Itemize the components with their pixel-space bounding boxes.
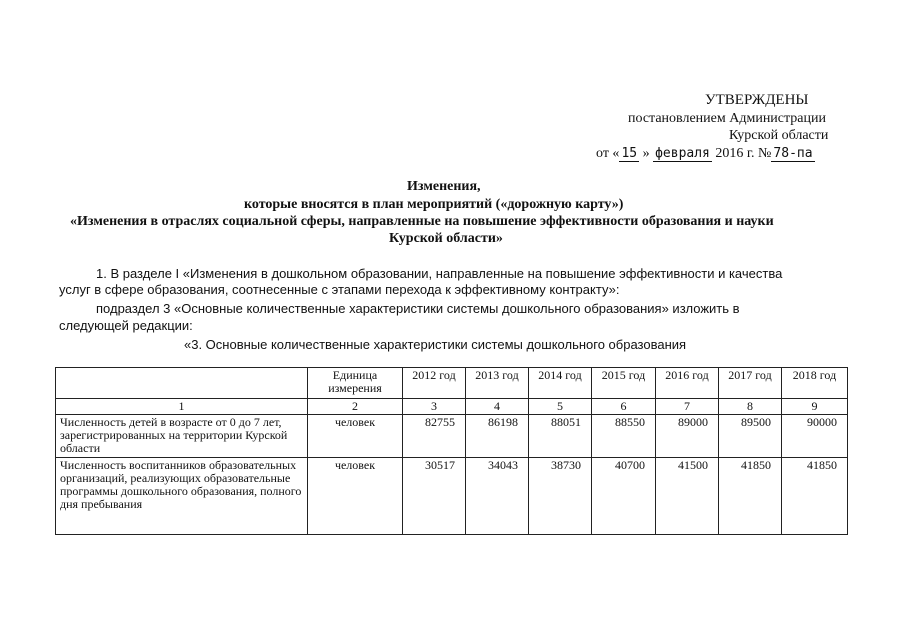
column-header-2017: 2017 год bbox=[719, 368, 782, 399]
table-row bbox=[56, 458, 848, 535]
value-cell-2014: 38730 bbox=[529, 458, 592, 535]
value-cell-2014: 88051 bbox=[529, 415, 592, 458]
column-header-2012: 2012 год bbox=[403, 368, 466, 399]
approval-date-line bbox=[596, 145, 815, 163]
unit-cell: человек bbox=[308, 458, 403, 535]
column-number-row bbox=[56, 399, 848, 415]
column-header-2013: 2013 год bbox=[466, 368, 529, 399]
date-day: 15 bbox=[621, 146, 638, 161]
column-header-2014: 2014 год bbox=[529, 368, 592, 399]
column-number: 2 bbox=[308, 399, 403, 415]
value-cell-2018: 90000 bbox=[782, 415, 848, 458]
characteristics-table bbox=[55, 367, 848, 535]
paragraph-2-line-1: подраздел 3 «Основные количественные характеристики системы дошкольного образования» изложить в bbox=[96, 301, 740, 316]
column-header-unit: Единица измерения bbox=[308, 368, 403, 399]
column-number: 1 bbox=[56, 399, 308, 415]
column-number: 8 bbox=[719, 399, 782, 415]
column-number: 5 bbox=[529, 399, 592, 415]
heading-line-2: которые вносятся в план мероприятий («дорожную карту») bbox=[244, 197, 624, 212]
section-title: «3. Основные количественные характеристики системы дошкольного образования bbox=[184, 337, 687, 352]
column-header-2015: 2015 год bbox=[592, 368, 656, 399]
column-number: 3 bbox=[403, 399, 466, 415]
date-mid: » bbox=[639, 146, 654, 161]
value-cell-2016: 41500 bbox=[656, 458, 719, 535]
value-cell-2013: 86198 bbox=[466, 415, 529, 458]
column-number: 6 bbox=[592, 399, 656, 415]
value-cell-2016: 89000 bbox=[656, 415, 719, 458]
indicator-name: Численность воспитанников образовательных организаций, реализующих образовательные программы дошкольного образования, полного дня пребывания bbox=[56, 458, 308, 535]
value-cell-2012: 30517 bbox=[403, 458, 466, 535]
column-number: 9 bbox=[782, 399, 848, 415]
approval-title: УТВЕРЖДЕНЫ bbox=[705, 92, 809, 108]
approval-issuer: постановлением Администрации bbox=[628, 111, 826, 126]
value-cell-2018: 41850 bbox=[782, 458, 848, 535]
value-cell-2017: 41850 bbox=[719, 458, 782, 535]
approval-region: Курской области bbox=[729, 128, 829, 143]
value-cell-2012: 82755 bbox=[403, 415, 466, 458]
column-header-2016: 2016 год bbox=[656, 368, 719, 399]
value-cell-2015: 40700 bbox=[592, 458, 656, 535]
paragraph-1-line-1: 1. В разделе I «Изменения в дошкольном образовании, направленные на повышение эффективности и качества bbox=[96, 266, 783, 281]
date-month: февраля bbox=[655, 146, 710, 161]
date-prefix: от « bbox=[596, 146, 620, 161]
unit-cell: человек bbox=[308, 415, 403, 458]
date-suffix: 2016 г. № bbox=[711, 146, 772, 161]
value-cell-2013: 34043 bbox=[466, 458, 529, 535]
column-number: 4 bbox=[466, 399, 529, 415]
indicator-name: Численность детей в возрасте от 0 до 7 лет, зарегистрированных на территории Курской области bbox=[56, 415, 308, 458]
paragraph-2-line-2: следующей редакции: bbox=[59, 318, 193, 333]
column-header-2018: 2018 год bbox=[782, 368, 848, 399]
heading-line-1: Изменения, bbox=[407, 179, 481, 194]
table-header-row bbox=[56, 368, 848, 399]
heading-line-3: «Изменения в отраслях социальной сферы, направленные на повышение эффективности образования и науки bbox=[70, 214, 774, 229]
column-header-indicator bbox=[56, 368, 308, 399]
table-row bbox=[56, 415, 848, 458]
document-number: 78-па bbox=[773, 146, 813, 161]
value-cell-2015: 88550 bbox=[592, 415, 656, 458]
paragraph-1-line-2: услуг в сфере образования, соотнесенные с этапами перехода к эффективному контракту»: bbox=[59, 282, 620, 297]
column-number: 7 bbox=[656, 399, 719, 415]
heading-line-4: Курской области» bbox=[389, 231, 503, 246]
value-cell-2017: 89500 bbox=[719, 415, 782, 458]
